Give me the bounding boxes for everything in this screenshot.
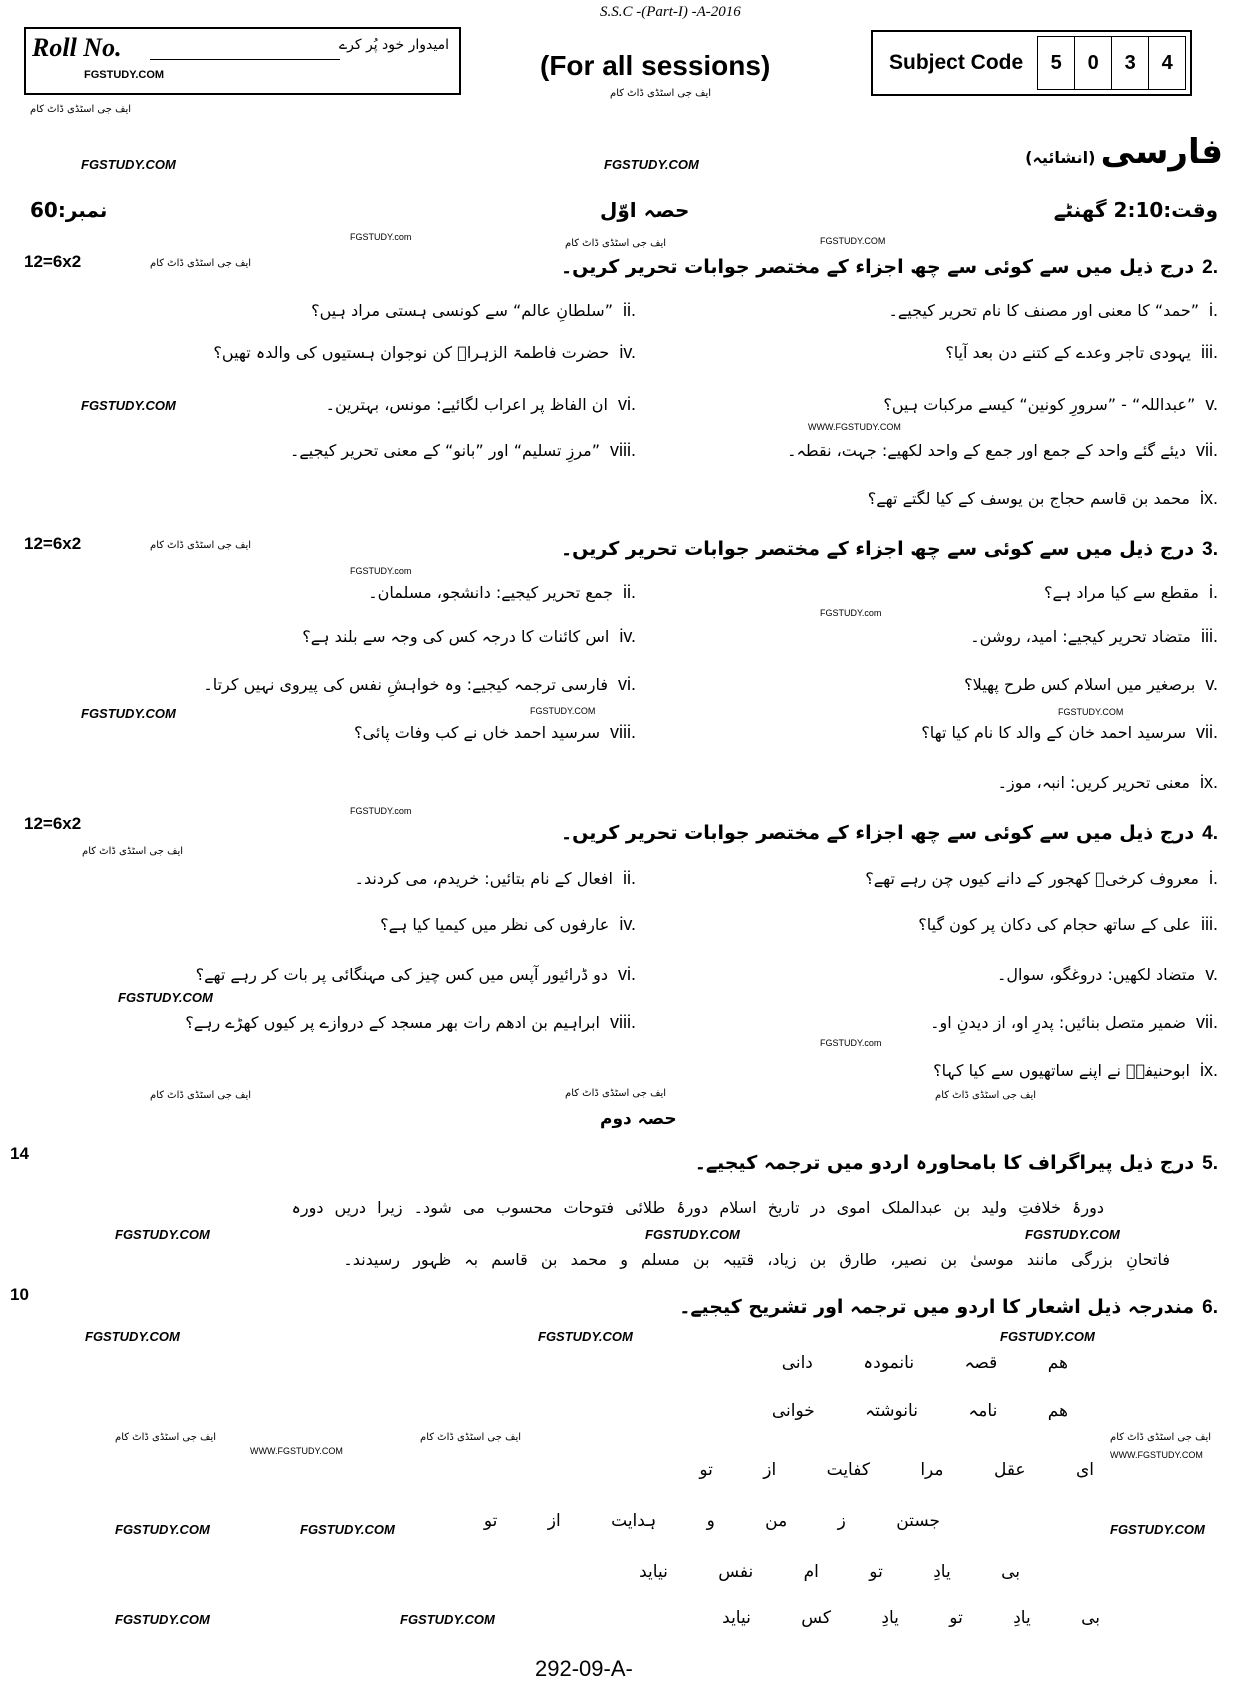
q5-number: 5. <box>1202 1153 1218 1174</box>
item-text: دو ڈرائیور آپس میں کس چیز کی مہنگائی پر بات کر رہے تھے؟ <box>195 965 608 984</box>
q4-item <box>185 1012 636 1033</box>
watermark-urdu: ایف جی اسٹڈی ڈاٹ کام <box>115 1432 217 1443</box>
item-text: ”حمد“ کا معنی اور مصنف کا نام تحریر کیجیے۔ <box>888 301 1199 320</box>
time-allowed: وقت:2:10 گھنٹے <box>1053 198 1218 222</box>
item-number: iii. <box>1201 626 1218 646</box>
item-text: جمع تحریر کیجیے: دانشجو، مسلمان۔ <box>368 583 613 602</box>
watermark-urdu: ایف جی اسٹڈی ڈاٹ کام <box>82 846 184 857</box>
subject-type: (انشائیہ) <box>1025 148 1096 167</box>
item-text: عارفوں کی نظر میں کیمیا کیا ہے؟ <box>380 915 610 934</box>
watermark: FGSTUDY.COM <box>300 1522 395 1537</box>
subject-code-digit: 3 <box>1112 36 1149 90</box>
q3-item <box>1044 582 1218 603</box>
roll-number-urdu: امیدوار خود پُر کرے <box>338 37 449 53</box>
item-text: متضاد تحریر کیجیے: امید، روشن۔ <box>970 627 1191 646</box>
item-text: متضاد لکھیں: دروغگو، سوال۔ <box>996 965 1196 984</box>
q4-item <box>997 964 1218 985</box>
item-number: i. <box>1209 868 1218 888</box>
q3-item <box>921 722 1218 743</box>
watermark: FGSTUDY.COM <box>118 990 213 1005</box>
item-number: vi. <box>618 674 636 694</box>
item-text: حضرت فاطمۃ الزہراؓ کن نوجوان ہستیوں کی والدہ تھیں؟ <box>213 343 610 362</box>
verse-line: ھم نامہ نانوشتہ خوانی <box>771 1401 1068 1421</box>
subject-code-label: Subject Code <box>889 51 1024 74</box>
watermark: FGSTUDY.com <box>350 806 412 816</box>
item-text: ”سلطانِ عالم“ سے کونسی ہستی مراد ہیں؟ <box>311 301 613 320</box>
watermark: FGSTUDY.COM <box>84 69 165 81</box>
watermark-urdu: ایف جی اسٹڈی ڈاٹ کام <box>30 104 132 115</box>
watermark: FGSTUDY.COM <box>538 1329 633 1344</box>
item-number: i. <box>1209 582 1218 602</box>
watermark: WWW.FGSTUDY.COM <box>250 1446 343 1456</box>
subject-code-box <box>871 30 1192 96</box>
sessions-label: (For all sessions) <box>540 50 771 81</box>
item-number: vii. <box>1196 440 1218 460</box>
item-text: ان الفاظ پر اعراب لگائیے: مونس، بہترین۔ <box>325 395 608 414</box>
watermark: FGSTUDY.COM <box>820 236 886 246</box>
watermark-urdu: ایف جی اسٹڈی ڈاٹ کام <box>565 1088 667 1099</box>
q4-item <box>933 1060 1218 1081</box>
q2-item <box>213 342 636 363</box>
watermark: FGSTUDY.COM <box>115 1227 210 1242</box>
verse-line: بی یادِ تو ام نفس نیاید <box>639 1562 1020 1582</box>
verse-line: ای عقل مرا کفایت از تو <box>699 1460 1094 1480</box>
watermark: FGSTUDY.com <box>820 608 882 618</box>
verse-line: بی یادِ تو یادِ کس نیاید <box>722 1608 1100 1628</box>
part-two-heading: حصہ دوم <box>600 1109 677 1129</box>
q4-item <box>865 868 1218 889</box>
verse-line: ھم قصہ نانمودہ دانی <box>781 1353 1068 1373</box>
subject-heading <box>1025 132 1223 172</box>
q5-paragraph-line: فاتحانِ بزرگی مانند موسیٰ بن نصیر، طارق بن زیاد، قتیبہ بن مسلم و محمد بن قاسم بہ ظہور رسیدند۔ <box>343 1250 1170 1269</box>
q2-item <box>311 300 636 321</box>
item-text: ”عبداللہ“ - ”سرورِ کونین“ کیسے مرکبات ہیں؟ <box>883 395 1196 414</box>
item-number: iv. <box>619 914 636 934</box>
watermark: FGSTUDY.com <box>820 1038 882 1048</box>
q3-item <box>970 626 1218 647</box>
q2-title: درج ذیل میں سے کوئی سے چھ اجزاء کے مختصر جوابات تحریر کریں۔ <box>561 256 1195 278</box>
watermark: FGSTUDY.com <box>350 566 412 576</box>
watermark-urdu: ایف جی اسٹڈی ڈاٹ کام <box>150 1090 252 1101</box>
q3-item <box>964 674 1218 695</box>
q3-item <box>368 582 636 603</box>
q2-number: 2. <box>1202 257 1218 278</box>
item-number: iii. <box>1201 914 1218 934</box>
item-number: v. <box>1205 674 1218 694</box>
watermark: WWW.FGSTUDY.COM <box>808 422 901 432</box>
q4-heading <box>561 822 1218 845</box>
roll-number-line[interactable] <box>150 59 340 60</box>
subject-code-digit: 0 <box>1075 36 1112 90</box>
q6-title: مندرجہ ذیل اشعار کا اردو میں ترجمہ اور تشریح کیجیے۔ <box>679 1296 1195 1318</box>
item-text: اس کائنات کا درجہ کس کی وجہ سے بلند ہے؟ <box>302 627 610 646</box>
item-number: ix. <box>1200 772 1218 792</box>
item-number: viii. <box>610 722 636 742</box>
watermark: FGSTUDY.COM <box>115 1612 210 1627</box>
q2-item <box>945 342 1218 363</box>
item-number: vi. <box>618 394 636 414</box>
q3-item <box>998 772 1218 793</box>
q4-item <box>930 1012 1218 1033</box>
q4-number: 4. <box>1202 823 1218 844</box>
watermark-urdu: ایف جی اسٹڈی ڈاٹ کام <box>565 238 667 249</box>
watermark-urdu: ایف جی اسٹڈی ڈاٹ کام <box>150 540 252 551</box>
item-number: ix. <box>1200 1060 1218 1080</box>
watermark: FGSTUDY.COM <box>604 157 699 172</box>
q4-marks: 12=6x2 <box>24 814 82 833</box>
q4-item <box>196 964 636 985</box>
watermark: FGSTUDY.COM <box>645 1227 740 1242</box>
item-number: ii. <box>623 868 636 888</box>
watermark: FGSTUDY.COM <box>1058 707 1124 717</box>
q2-item <box>326 394 636 415</box>
q3-heading <box>561 538 1218 561</box>
subject-name: فارسی <box>1100 132 1223 172</box>
q3-number: 3. <box>1202 539 1218 560</box>
item-text: دیئے گئے واحد کے جمع اور جمع کے واحد لکھیے: جہت، نقطہ۔ <box>787 441 1186 460</box>
q4-item <box>380 914 636 935</box>
watermark: FGSTUDY.COM <box>1000 1329 1095 1344</box>
total-marks: نمبر:60 <box>30 198 108 222</box>
item-text: ضمیر متصل بنائیں: پدرِ او، از دیدنِ او۔ <box>930 1013 1186 1032</box>
q5-title: درج ذیل پیراگراف کا بامحاورہ اردو میں ترجمہ کیجیے۔ <box>694 1152 1195 1174</box>
paper-code-footer: 292-09-A- <box>535 1656 633 1681</box>
q6-number: 6. <box>1202 1297 1218 1318</box>
roll-number-label: Roll No. <box>32 33 122 62</box>
watermark: FGSTUDY.COM <box>1025 1227 1120 1242</box>
q2-item <box>868 488 1218 509</box>
q3-title: درج ذیل میں سے کوئی سے چھ اجزاء کے مختصر جوابات تحریر کریں۔ <box>561 538 1195 560</box>
q2-item <box>883 394 1218 415</box>
watermark: FGSTUDY.COM <box>81 157 176 172</box>
item-number: iv. <box>619 626 636 646</box>
item-number: v. <box>1205 394 1218 414</box>
item-number: i. <box>1209 300 1218 320</box>
item-text: یہودی تاجر وعدے کے کتنے دن بعد آیا؟ <box>945 343 1191 362</box>
item-number: vii. <box>1196 722 1218 742</box>
item-number: ii. <box>623 300 636 320</box>
q6-heading <box>679 1296 1218 1319</box>
item-text: معنی تحریر کریں: انبہ، موز۔ <box>997 773 1190 792</box>
item-number: viii. <box>610 1012 636 1032</box>
q2-marks: 12=6x2 <box>24 252 82 271</box>
watermark-urdu: ایف جی اسٹڈی ڈاٹ کام <box>420 1432 522 1443</box>
item-number: vi. <box>618 964 636 984</box>
item-text: معروف کرخیؒ کھجور کے دانے کیوں چن رہے تھے؟ <box>865 869 1199 888</box>
q3-marks: 12=6x2 <box>24 534 82 553</box>
q5-heading <box>695 1152 1218 1175</box>
item-text: برصغیر میں اسلام کس طرح پھیلا؟ <box>964 675 1196 694</box>
item-number: v. <box>1205 964 1218 984</box>
item-number: ii. <box>623 582 636 602</box>
exam-title: S.S.C -(Part-I) -A-2016 <box>600 4 741 20</box>
item-number: iv. <box>619 342 636 362</box>
item-text: سرسید احمد خان کے والد کا نام کیا تھا؟ <box>921 723 1186 742</box>
q5-marks: 14 <box>10 1144 29 1163</box>
item-text: ”مرزِ تسلیم“ اور ”بانو“ کے معنی تحریر کیجیے۔ <box>289 441 600 460</box>
watermark: FGSTUDY.COM <box>1110 1522 1205 1537</box>
item-text: ابوحنیفہؒ نے اپنے ساتھیوں سے کیا کہا؟ <box>933 1061 1190 1080</box>
q4-title: درج ذیل میں سے کوئی سے چھ اجزاء کے مختصر جوابات تحریر کریں۔ <box>561 822 1195 844</box>
q3-item <box>203 674 636 695</box>
item-text: محمد بن قاسم حجاج بن یوسف کے کیا لگتے تھے؟ <box>867 489 1190 508</box>
q2-item <box>787 440 1218 461</box>
q4-item <box>918 914 1218 935</box>
watermark: WWW.FGSTUDY.COM <box>1110 1450 1203 1460</box>
subject-code-digit: 5 <box>1037 36 1075 90</box>
q3-item <box>354 722 636 743</box>
watermark: FGSTUDY.COM <box>400 1612 495 1627</box>
item-text: مقطع سے کیا مراد ہے؟ <box>1044 583 1199 602</box>
item-text: افعال کے نام بتائیں: خریدم، می کردند۔ <box>354 869 613 888</box>
item-text: سرسید احمد خاں نے کب وفات پائی؟ <box>354 723 600 742</box>
item-number: viii. <box>610 440 636 460</box>
verse-line: جستن ز من و ہدایت از تو <box>483 1511 940 1531</box>
item-number: vii. <box>1196 1012 1218 1032</box>
watermark: FGSTUDY.COM <box>81 706 176 721</box>
q2-heading <box>561 256 1218 279</box>
item-text: علی کے ساتھ حجام کی دکان پر کون گیا؟ <box>918 915 1191 934</box>
watermark-urdu: ایف جی اسٹڈی ڈاٹ کام <box>610 88 712 99</box>
item-text: ابراہیم بن ادھم رات بھر مسجد کے دروازے پر کیوں کھڑے رہے؟ <box>185 1013 600 1032</box>
watermark: FGSTUDY.COM <box>115 1522 210 1537</box>
q4-item <box>355 868 636 889</box>
q3-item <box>302 626 636 647</box>
watermark: FGSTUDY.COM <box>530 706 596 716</box>
watermark: FGSTUDY.COM <box>85 1329 180 1344</box>
subject-code-digit: 4 <box>1149 36 1186 90</box>
item-number: iii. <box>1201 342 1218 362</box>
watermark: FGSTUDY.com <box>350 232 412 242</box>
watermark-urdu: ایف جی اسٹڈی ڈاٹ کام <box>1110 1432 1212 1443</box>
q2-item <box>290 440 636 461</box>
roll-number-box[interactable] <box>24 27 461 95</box>
watermark: FGSTUDY.COM <box>81 398 176 413</box>
watermark-urdu: ایف جی اسٹڈی ڈاٹ کام <box>935 1090 1037 1101</box>
q5-paragraph-line: دورۂ خلافتِ ولید بن عبدالملک اموی در تاریخ اسلام دورۂ طلائی فتوحات محسوب می شود۔ زیرا دریں دورہ <box>291 1198 1104 1217</box>
part-one-heading: حصہ اوّل <box>600 198 690 222</box>
q6-marks: 10 <box>10 1285 29 1304</box>
watermark-urdu: ایف جی اسٹڈی ڈاٹ کام <box>150 258 252 269</box>
item-text: فارسی ترجمہ کیجیے: وہ خواہشِ نفس کی پیروی نہیں کرتا۔ <box>203 675 608 694</box>
item-number: ix. <box>1200 488 1218 508</box>
q2-item <box>889 300 1218 321</box>
